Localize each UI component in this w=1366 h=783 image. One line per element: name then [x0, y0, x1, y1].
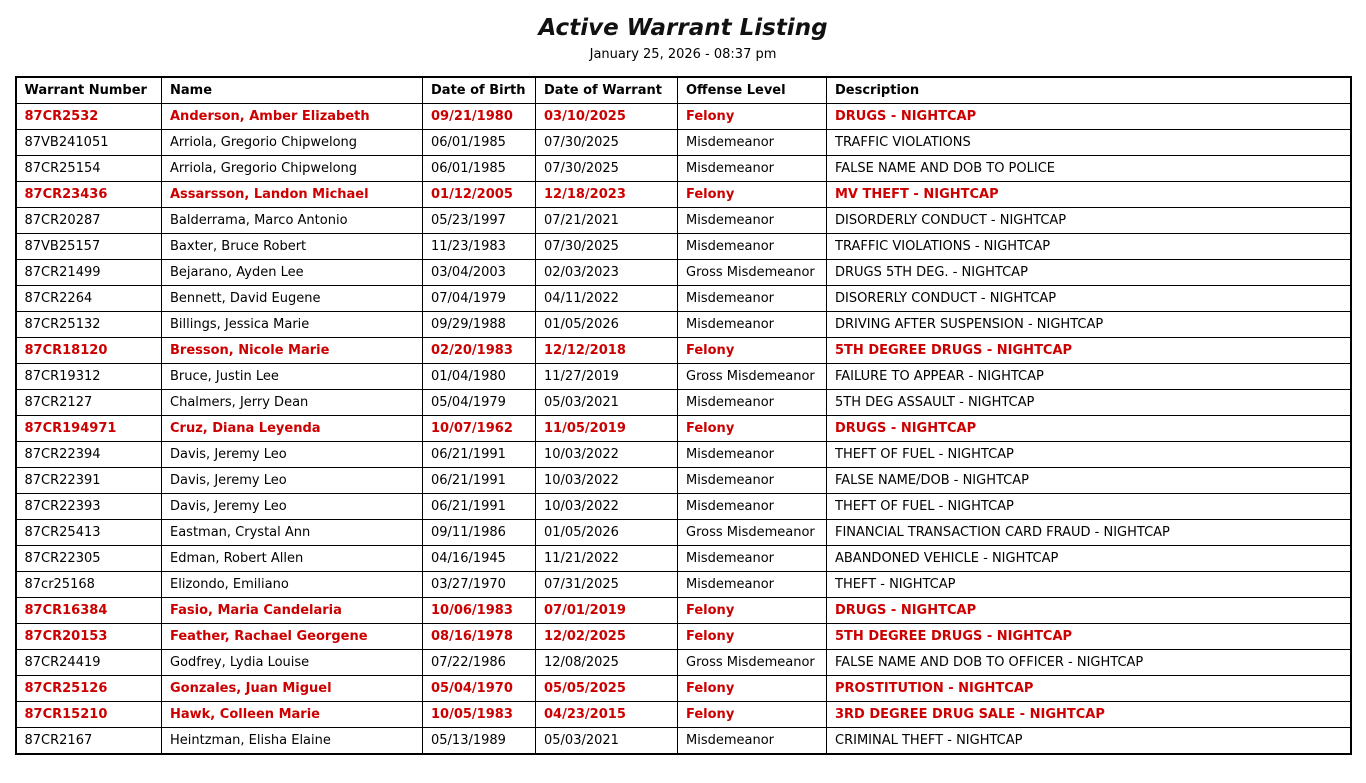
cell-description: THEFT OF FUEL - NIGHTCAP [827, 494, 1351, 520]
cell-warrant-number: 87CR2127 [16, 390, 162, 416]
cell-dob: 06/21/1991 [423, 468, 536, 494]
cell-warrant-date: 05/05/2025 [536, 676, 678, 702]
cell-offense-level: Misdemeanor [678, 468, 827, 494]
cell-warrant-date: 10/03/2022 [536, 468, 678, 494]
table-body [16, 104, 1351, 755]
cell-offense-level: Misdemeanor [678, 728, 827, 755]
table-row [16, 494, 1351, 520]
cell-offense-level: Felony [678, 598, 827, 624]
cell-offense-level: Misdemeanor [678, 130, 827, 156]
table-row [16, 286, 1351, 312]
cell-description: DISORDERLY CONDUCT - NIGHTCAP [827, 208, 1351, 234]
cell-warrant-number: 87CR15210 [16, 702, 162, 728]
cell-offense-level: Misdemeanor [678, 546, 827, 572]
cell-offense-level: Misdemeanor [678, 312, 827, 338]
cell-warrant-number: 87CR2167 [16, 728, 162, 755]
cell-warrant-date: 05/03/2021 [536, 728, 678, 755]
cell-description: 5TH DEG ASSAULT - NIGHTCAP [827, 390, 1351, 416]
cell-name: Davis, Jeremy Leo [162, 442, 423, 468]
cell-dob: 10/05/1983 [423, 702, 536, 728]
cell-name: Gonzales, Juan Miguel [162, 676, 423, 702]
cell-dob: 06/01/1985 [423, 156, 536, 182]
column-header-name: Name [162, 77, 423, 104]
cell-offense-level: Misdemeanor [678, 572, 827, 598]
warrant-table [15, 76, 1352, 755]
cell-warrant-date: 12/18/2023 [536, 182, 678, 208]
cell-warrant-number: 87VB241051 [16, 130, 162, 156]
cell-description: DRUGS - NIGHTCAP [827, 104, 1351, 130]
cell-warrant-number: 87CR2264 [16, 286, 162, 312]
cell-dob: 05/04/1979 [423, 390, 536, 416]
cell-offense-level: Felony [678, 338, 827, 364]
cell-warrant-number: 87CR19312 [16, 364, 162, 390]
cell-name: Arriola, Gregorio Chipwelong [162, 156, 423, 182]
cell-name: Edman, Robert Allen [162, 546, 423, 572]
cell-offense-level: Felony [678, 676, 827, 702]
cell-dob: 08/16/1978 [423, 624, 536, 650]
cell-warrant-date: 07/01/2019 [536, 598, 678, 624]
table-row [16, 208, 1351, 234]
cell-description: DRUGS - NIGHTCAP [827, 416, 1351, 442]
cell-warrant-number: 87CR22391 [16, 468, 162, 494]
cell-description: 5TH DEGREE DRUGS - NIGHTCAP [827, 338, 1351, 364]
cell-offense-level: Misdemeanor [678, 390, 827, 416]
cell-offense-level: Misdemeanor [678, 494, 827, 520]
cell-dob: 09/21/1980 [423, 104, 536, 130]
cell-offense-level: Felony [678, 104, 827, 130]
cell-dob: 06/21/1991 [423, 442, 536, 468]
cell-name: Feather, Rachael Georgene [162, 624, 423, 650]
cell-warrant-number: 87CR25126 [16, 676, 162, 702]
cell-warrant-date: 07/30/2025 [536, 156, 678, 182]
cell-name: Bresson, Nicole Marie [162, 338, 423, 364]
table-row [16, 598, 1351, 624]
cell-name: Hawk, Colleen Marie [162, 702, 423, 728]
page-title: Active Warrant Listing [538, 15, 828, 41]
cell-description: MV THEFT - NIGHTCAP [827, 182, 1351, 208]
cell-warrant-number: 87CR22394 [16, 442, 162, 468]
cell-dob: 11/23/1983 [423, 234, 536, 260]
cell-warrant-date: 01/05/2026 [536, 520, 678, 546]
cell-dob: 04/16/1945 [423, 546, 536, 572]
cell-warrant-date: 10/03/2022 [536, 494, 678, 520]
table-row [16, 468, 1351, 494]
cell-warrant-date: 01/05/2026 [536, 312, 678, 338]
cell-offense-level: Misdemeanor [678, 208, 827, 234]
cell-warrant-number: 87CR16384 [16, 598, 162, 624]
cell-warrant-date: 11/27/2019 [536, 364, 678, 390]
column-header-warrant-number: Warrant Number [16, 77, 162, 104]
cell-offense-level: Felony [678, 624, 827, 650]
cell-description: THEFT - NIGHTCAP [827, 572, 1351, 598]
cell-dob: 03/04/2003 [423, 260, 536, 286]
cell-name: Baxter, Bruce Robert [162, 234, 423, 260]
cell-offense-level: Gross Misdemeanor [678, 650, 827, 676]
table-row [16, 676, 1351, 702]
cell-name: Cruz, Diana Leyenda [162, 416, 423, 442]
table-row [16, 546, 1351, 572]
column-header-description: Description [827, 77, 1351, 104]
cell-name: Godfrey, Lydia Louise [162, 650, 423, 676]
cell-dob: 02/20/1983 [423, 338, 536, 364]
table-row [16, 728, 1351, 755]
cell-warrant-date: 12/02/2025 [536, 624, 678, 650]
table-row [16, 416, 1351, 442]
table-row [16, 390, 1351, 416]
table-row [16, 624, 1351, 650]
cell-name: Anderson, Amber Elizabeth [162, 104, 423, 130]
cell-dob: 05/23/1997 [423, 208, 536, 234]
table-row [16, 338, 1351, 364]
cell-warrant-date: 03/10/2025 [536, 104, 678, 130]
cell-description: 5TH DEGREE DRUGS - NIGHTCAP [827, 624, 1351, 650]
cell-name: Fasio, Maria Candelaria [162, 598, 423, 624]
cell-offense-level: Misdemeanor [678, 156, 827, 182]
cell-name: Eastman, Crystal Ann [162, 520, 423, 546]
cell-warrant-date: 07/31/2025 [536, 572, 678, 598]
report-timestamp: January 25, 2026 - 08:37 pm [589, 47, 777, 62]
cell-warrant-date: 04/11/2022 [536, 286, 678, 312]
cell-offense-level: Gross Misdemeanor [678, 364, 827, 390]
cell-dob: 07/22/1986 [423, 650, 536, 676]
cell-name: Arriola, Gregorio Chipwelong [162, 130, 423, 156]
cell-warrant-date: 07/21/2021 [536, 208, 678, 234]
cell-warrant-number: 87CR25413 [16, 520, 162, 546]
cell-dob: 06/21/1991 [423, 494, 536, 520]
cell-description: FALSE NAME AND DOB TO OFFICER - NIGHTCAP [827, 650, 1351, 676]
cell-name: Davis, Jeremy Leo [162, 494, 423, 520]
column-header-date-of-birth: Date of Birth [423, 77, 536, 104]
cell-dob: 10/07/1962 [423, 416, 536, 442]
cell-warrant-number: 87CR25132 [16, 312, 162, 338]
cell-description: DISORERLY CONDUCT - NIGHTCAP [827, 286, 1351, 312]
cell-warrant-date: 11/21/2022 [536, 546, 678, 572]
cell-offense-level: Misdemeanor [678, 286, 827, 312]
cell-warrant-number: 87CR2532 [16, 104, 162, 130]
table-row [16, 104, 1351, 130]
cell-description: CRIMINAL THEFT - NIGHTCAP [827, 728, 1351, 755]
cell-dob: 05/13/1989 [423, 728, 536, 755]
cell-warrant-number: 87CR24419 [16, 650, 162, 676]
cell-warrant-number: 87cr25168 [16, 572, 162, 598]
cell-name: Balderrama, Marco Antonio [162, 208, 423, 234]
table-row [16, 312, 1351, 338]
cell-warrant-number: 87CR25154 [16, 156, 162, 182]
table-header-row [16, 77, 1351, 104]
cell-dob: 09/11/1986 [423, 520, 536, 546]
report-page [0, 15, 1366, 755]
cell-description: FAILURE TO APPEAR - NIGHTCAP [827, 364, 1351, 390]
cell-name: Bejarano, Ayden Lee [162, 260, 423, 286]
cell-offense-level: Gross Misdemeanor [678, 260, 827, 286]
cell-offense-level: Felony [678, 702, 827, 728]
cell-warrant-date: 12/12/2018 [536, 338, 678, 364]
cell-warrant-date: 07/30/2025 [536, 130, 678, 156]
table-row [16, 156, 1351, 182]
table-row [16, 442, 1351, 468]
cell-name: Assarsson, Landon Michael [162, 182, 423, 208]
cell-offense-level: Misdemeanor [678, 234, 827, 260]
table-row [16, 260, 1351, 286]
cell-name: Heintzman, Elisha Elaine [162, 728, 423, 755]
cell-warrant-date: 02/03/2023 [536, 260, 678, 286]
table-row [16, 234, 1351, 260]
cell-warrant-number: 87CR22305 [16, 546, 162, 572]
cell-name: Davis, Jeremy Leo [162, 468, 423, 494]
cell-dob: 01/04/1980 [423, 364, 536, 390]
cell-offense-level: Felony [678, 182, 827, 208]
cell-warrant-number: 87CR22393 [16, 494, 162, 520]
cell-name: Bruce, Justin Lee [162, 364, 423, 390]
cell-warrant-date: 04/23/2015 [536, 702, 678, 728]
cell-warrant-number: 87CR20287 [16, 208, 162, 234]
cell-dob: 07/04/1979 [423, 286, 536, 312]
cell-warrant-date: 05/03/2021 [536, 390, 678, 416]
table-row [16, 520, 1351, 546]
table-row [16, 702, 1351, 728]
cell-warrant-date: 12/08/2025 [536, 650, 678, 676]
cell-name: Elizondo, Emiliano [162, 572, 423, 598]
cell-offense-level: Felony [678, 416, 827, 442]
cell-description: DRIVING AFTER SUSPENSION - NIGHTCAP [827, 312, 1351, 338]
column-header-date-of-warrant: Date of Warrant [536, 77, 678, 104]
cell-name: Billings, Jessica Marie [162, 312, 423, 338]
table-row [16, 572, 1351, 598]
cell-warrant-date: 07/30/2025 [536, 234, 678, 260]
cell-description: 3RD DEGREE DRUG SALE - NIGHTCAP [827, 702, 1351, 728]
cell-dob: 10/06/1983 [423, 598, 536, 624]
cell-name: Bennett, David Eugene [162, 286, 423, 312]
cell-description: TRAFFIC VIOLATIONS - NIGHTCAP [827, 234, 1351, 260]
cell-dob: 05/04/1970 [423, 676, 536, 702]
column-header-offense-level: Offense Level [678, 77, 827, 104]
cell-offense-level: Gross Misdemeanor [678, 520, 827, 546]
cell-description: ABANDONED VEHICLE - NIGHTCAP [827, 546, 1351, 572]
cell-warrant-number: 87VB25157 [16, 234, 162, 260]
cell-warrant-number: 87CR21499 [16, 260, 162, 286]
cell-dob: 01/12/2005 [423, 182, 536, 208]
table-row [16, 364, 1351, 390]
cell-description: TRAFFIC VIOLATIONS [827, 130, 1351, 156]
cell-description: DRUGS - NIGHTCAP [827, 598, 1351, 624]
cell-warrant-number: 87CR23436 [16, 182, 162, 208]
cell-description: DRUGS 5TH DEG. - NIGHTCAP [827, 260, 1351, 286]
cell-description: PROSTITUTION - NIGHTCAP [827, 676, 1351, 702]
cell-warrant-number: 87CR194971 [16, 416, 162, 442]
cell-name: Chalmers, Jerry Dean [162, 390, 423, 416]
cell-warrant-date: 10/03/2022 [536, 442, 678, 468]
cell-warrant-number: 87CR18120 [16, 338, 162, 364]
cell-description: FALSE NAME AND DOB TO POLICE [827, 156, 1351, 182]
cell-offense-level: Misdemeanor [678, 442, 827, 468]
cell-description: FALSE NAME/DOB - NIGHTCAP [827, 468, 1351, 494]
cell-warrant-date: 11/05/2019 [536, 416, 678, 442]
cell-description: FINANCIAL TRANSACTION CARD FRAUD - NIGHTCAP [827, 520, 1351, 546]
cell-dob: 03/27/1970 [423, 572, 536, 598]
table-row [16, 650, 1351, 676]
table-row [16, 130, 1351, 156]
table-row [16, 182, 1351, 208]
cell-description: THEFT OF FUEL - NIGHTCAP [827, 442, 1351, 468]
cell-dob: 06/01/1985 [423, 130, 536, 156]
cell-dob: 09/29/1988 [423, 312, 536, 338]
cell-warrant-number: 87CR20153 [16, 624, 162, 650]
